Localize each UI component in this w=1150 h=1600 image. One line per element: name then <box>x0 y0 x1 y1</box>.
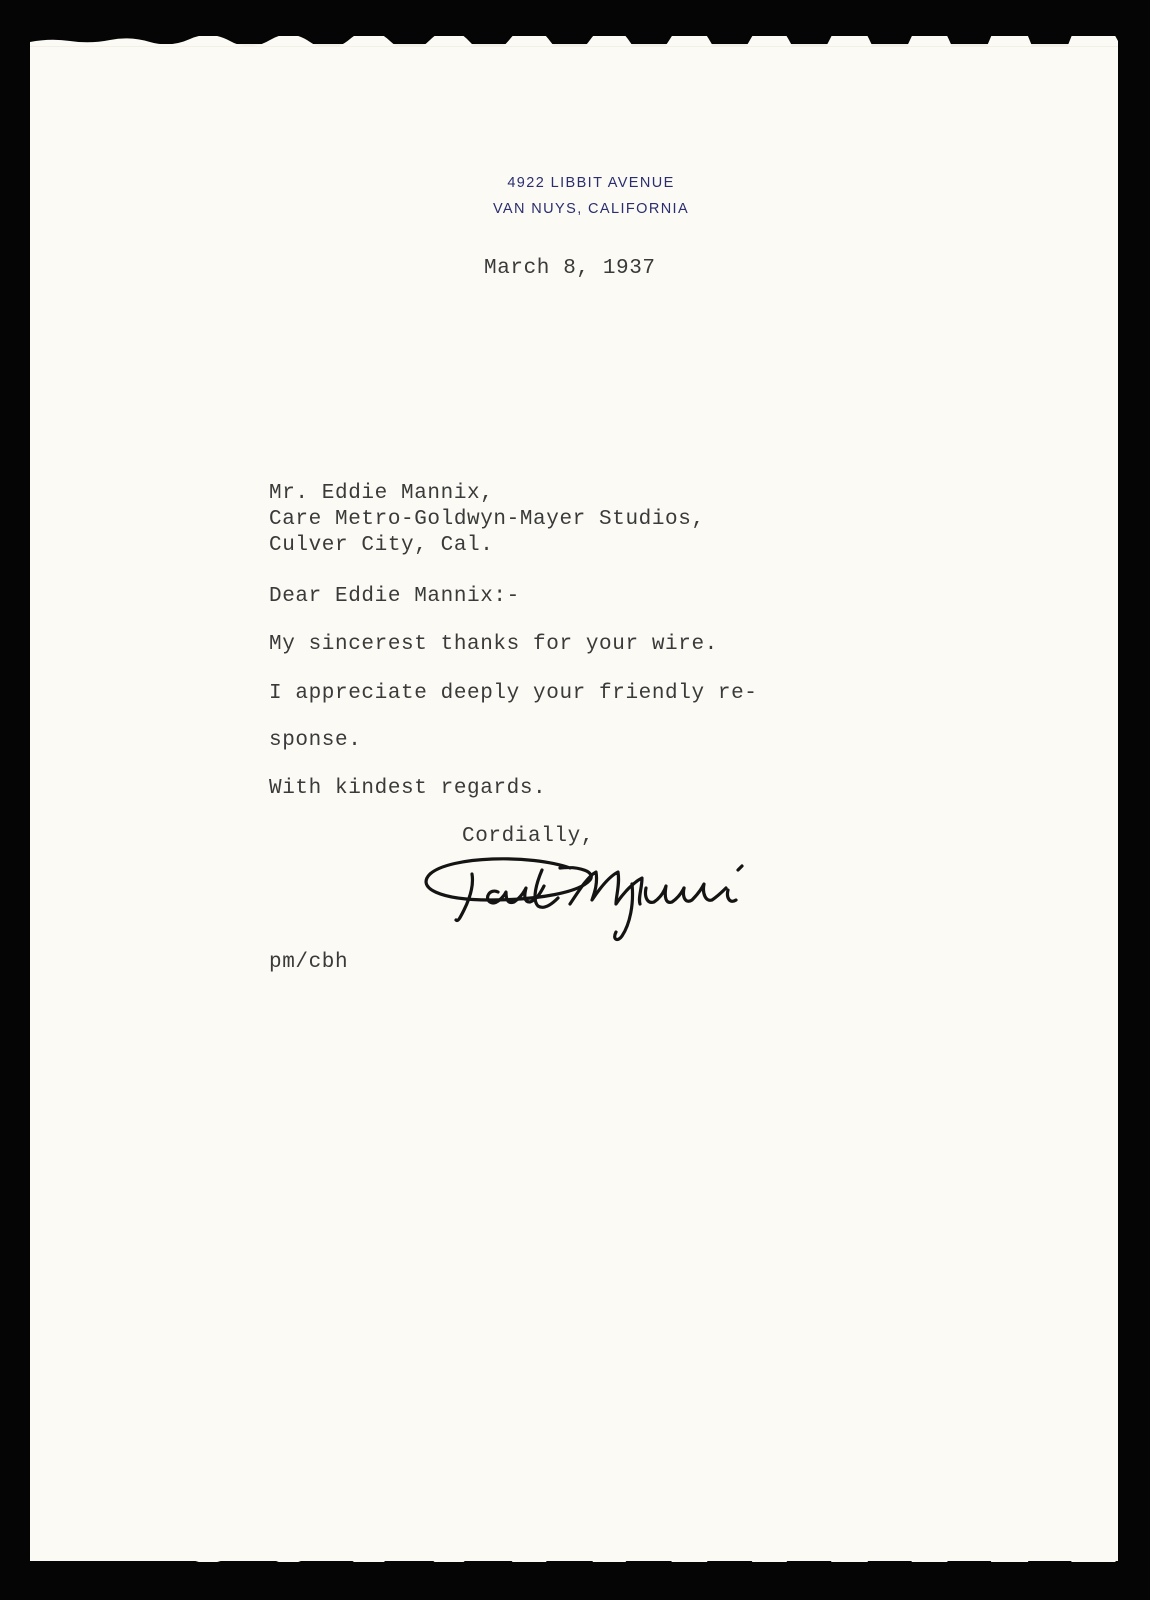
typist-initials: pm/cbh <box>269 951 349 974</box>
recipient-name: Mr. Eddie Mannix, <box>269 482 494 505</box>
letter-date: March 8, 1937 <box>484 257 656 280</box>
body-line: I appreciate deeply your friendly re- <box>269 682 758 705</box>
letterhead-street: 4922 LIBBIT AVENUE <box>507 175 675 191</box>
salutation: Dear Eddie Mannix:- <box>269 585 520 608</box>
handwritten-signature <box>420 848 800 948</box>
body-line: sponse. <box>269 729 362 752</box>
recipient-city: Culver City, Cal. <box>269 534 494 557</box>
recipient-company: Care Metro-Goldwyn-Mayer Studios, <box>269 508 705 531</box>
letterhead-city: VAN NUYS, CALIFORNIA <box>492 201 690 217</box>
deckled-bottom-edge <box>30 1552 1118 1562</box>
body-line: My sincerest thanks for your wire. <box>269 633 718 656</box>
deckled-top-edge <box>30 36 1118 46</box>
closing: Cordially, <box>462 825 595 848</box>
body-line: With kindest regards. <box>269 777 547 800</box>
